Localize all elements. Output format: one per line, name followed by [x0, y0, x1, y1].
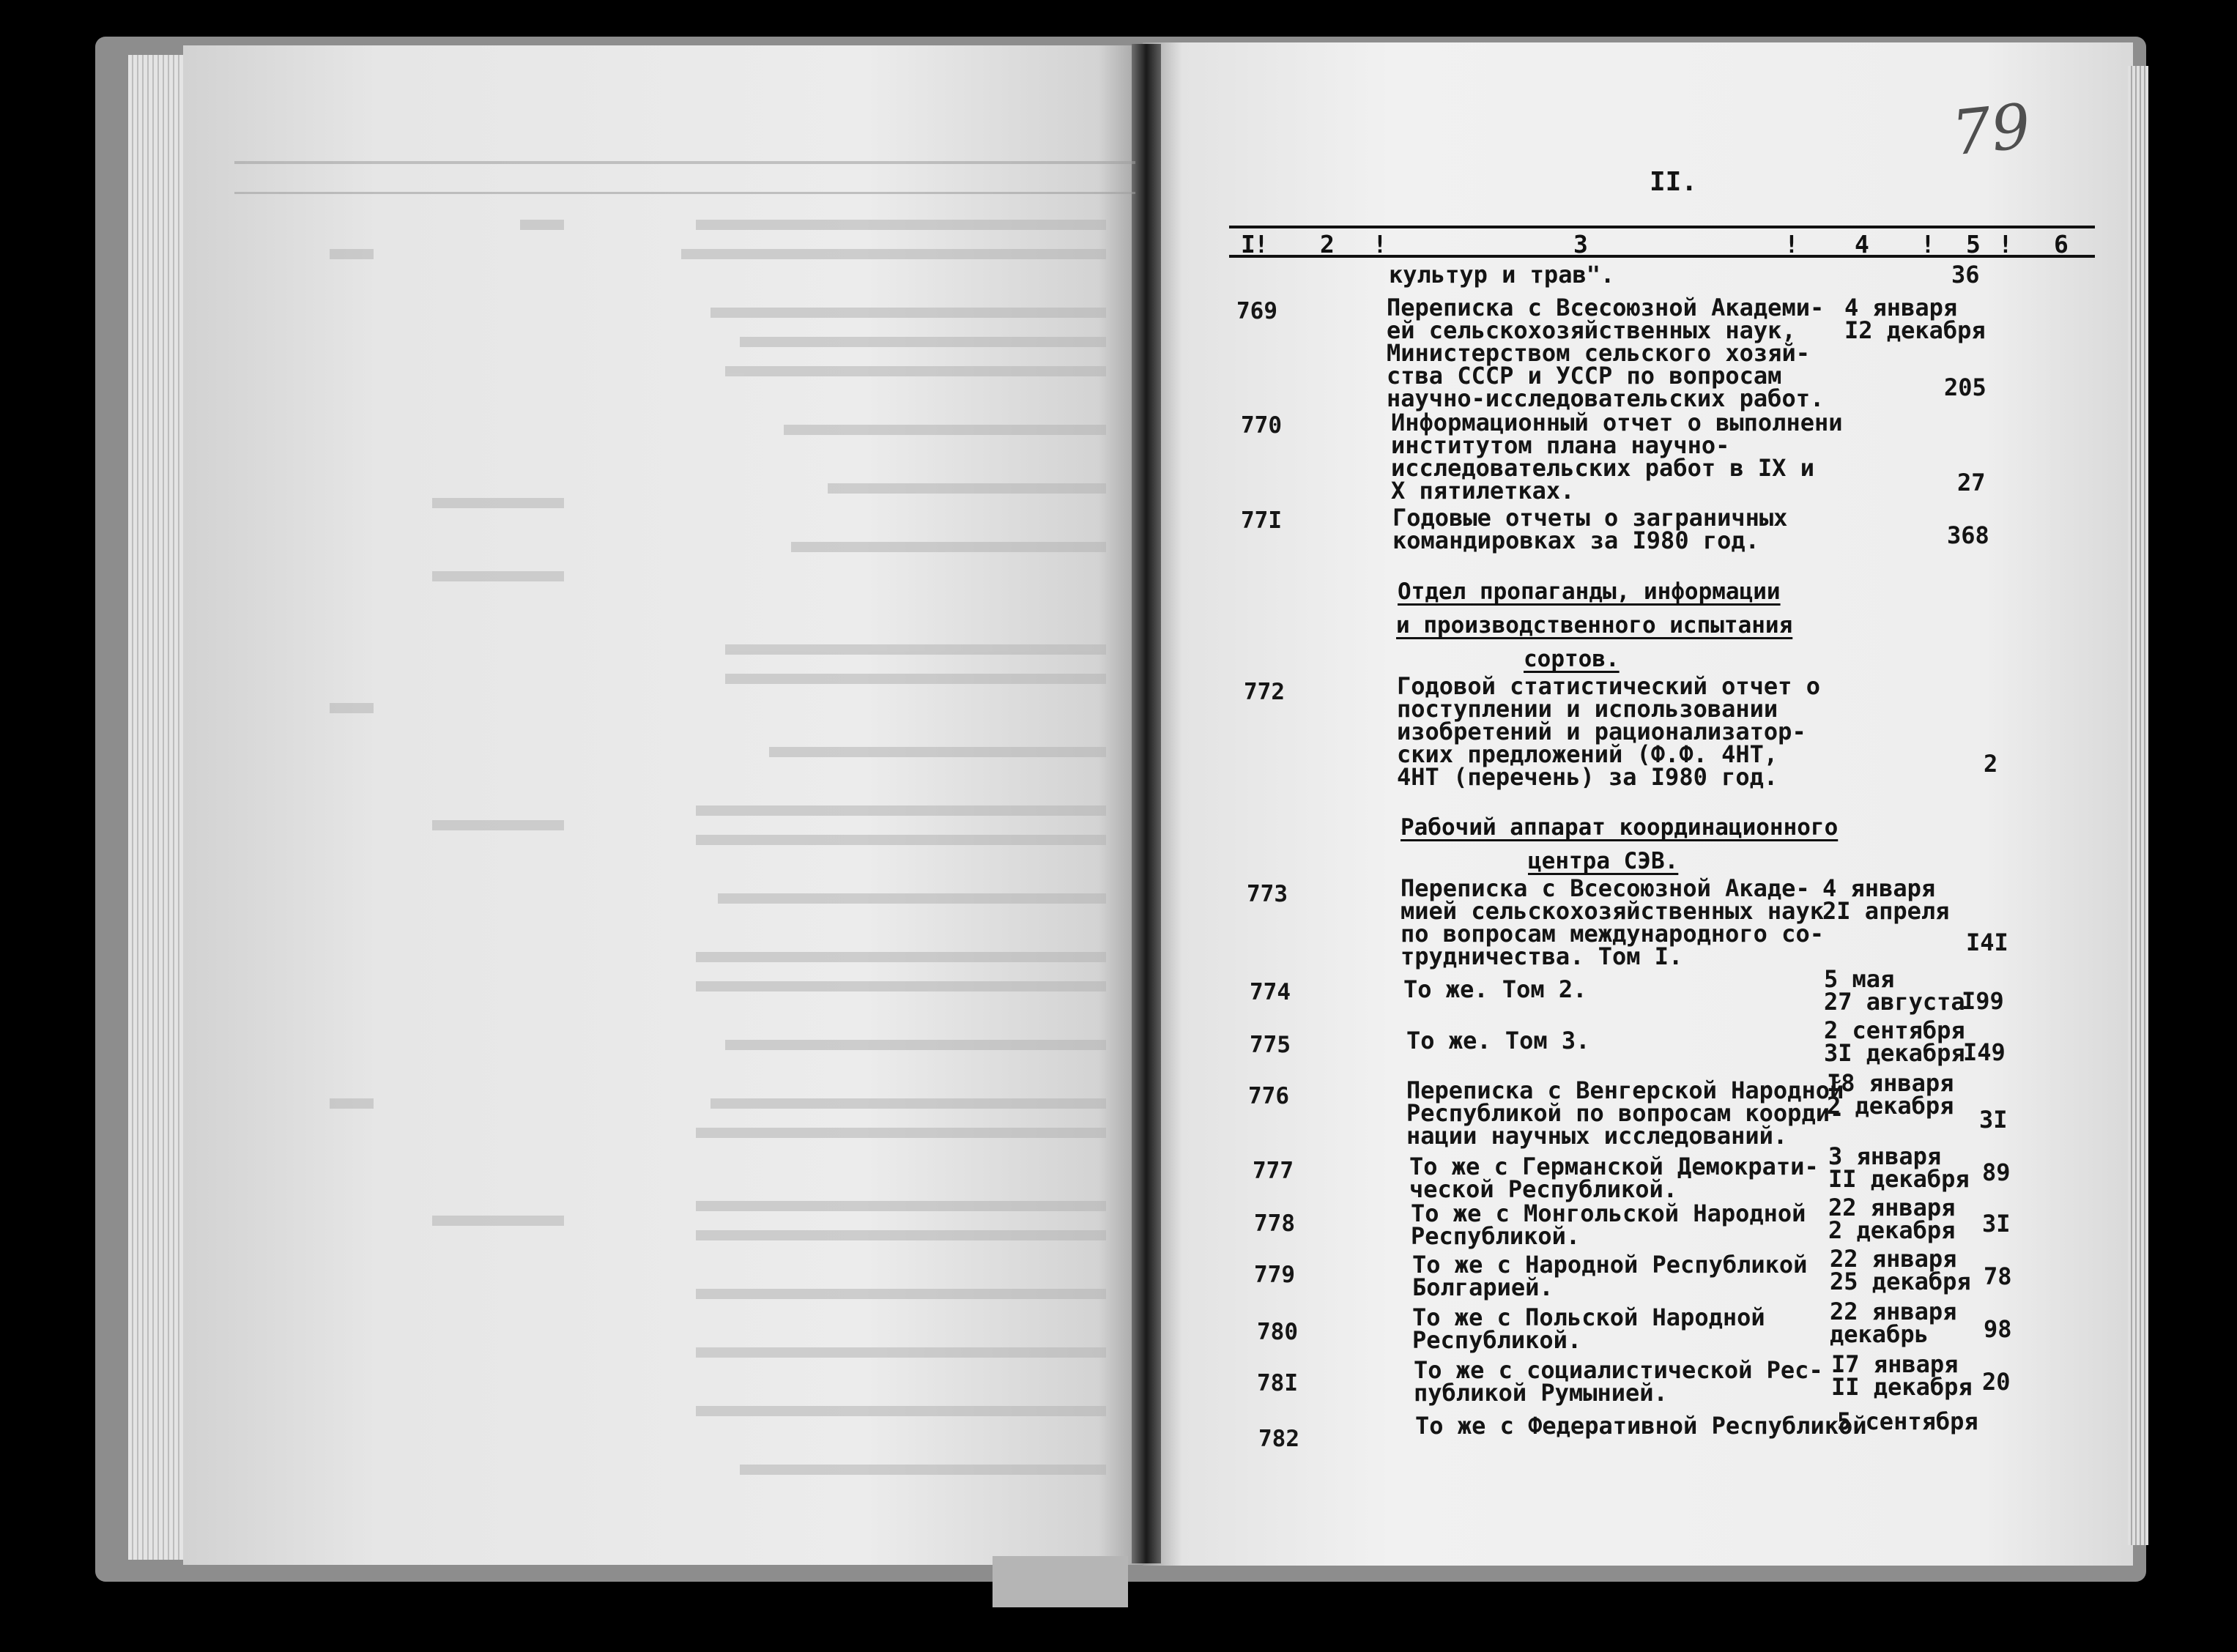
handwritten-folio-number: 79	[1948, 89, 2034, 170]
entry-pages: 89	[1982, 1158, 2011, 1186]
entry-title: То же с социалистической Рес- публикой Румынией.	[1414, 1356, 1823, 1407]
book-spine-gutter	[1132, 44, 1161, 1563]
entry-title: Переписка с Всесоюзной Акаде- мией сельскохозяйственных наук по вопросам международного со- трудничества. Том I.	[1401, 874, 1824, 970]
entry-number: 779	[1254, 1262, 1295, 1288]
section-heading: Отдел пропаганды, информации	[1398, 578, 1781, 605]
continued-pages: 36	[1951, 261, 1980, 289]
entry-title: Годовые отчеты о заграничных командировках за I980 год.	[1392, 504, 1788, 554]
entry-pages: I49	[1963, 1038, 2006, 1066]
entry-title: То же с Германской Демократи- ческой Республикой.	[1409, 1153, 1819, 1203]
section-heading: и производственного испытания	[1396, 612, 1793, 639]
section-heading: Рабочий аппарат координационного	[1401, 814, 1839, 841]
entry-dates: 3 января II декабря	[1828, 1142, 1970, 1193]
entry-title: То же. Том 3.	[1406, 1027, 1590, 1054]
entry-number: 775	[1250, 1032, 1291, 1058]
column-header-3: 3	[1573, 230, 1588, 258]
entry-title: Переписка с Венгерской Народной Республикой по вопросам коорди- нации научных исследований.	[1406, 1076, 1844, 1150]
entry-title: Переписка с Всесоюзной Академи- ей сельскохозяйственных наук, Министерством сельского хозяй- ства СССР и УССР по вопросам научно-исследовательских работ.	[1387, 294, 1825, 412]
continued-title: культур и трав".	[1389, 261, 1615, 289]
entry-pages: 78	[1984, 1262, 2012, 1290]
column-header-5: 5	[1966, 230, 1981, 258]
entry-pages: 2	[1984, 750, 1998, 778]
entry-pages: I99	[1962, 987, 2004, 1015]
entry-pages: 3I	[1982, 1210, 2011, 1238]
entry-dates: 4 января 2I апреля	[1822, 874, 1950, 925]
entry-pages: 20	[1982, 1368, 2011, 1396]
page-block-edges	[128, 55, 187, 1560]
entry-dates: 2 сентября 3I декабря	[1824, 1016, 1965, 1067]
entry-title: Информационный отчет о выполнени институтом плана научно- исследовательских работ в IX и X пятилетках.	[1391, 409, 1843, 505]
entry-number: 780	[1257, 1319, 1298, 1345]
column-header-1: I	[1241, 230, 1255, 258]
section-heading: сортов.	[1524, 646, 1620, 672]
entry-number: 782	[1258, 1426, 1299, 1452]
entry-pages: 205	[1944, 373, 1986, 401]
entry-pages: 27	[1957, 469, 1986, 496]
entry-number: 778	[1254, 1210, 1295, 1237]
entry-dates: I7 января II декабря	[1831, 1350, 1973, 1401]
entry-pages: 98	[1984, 1315, 2012, 1343]
entry-number: 772	[1244, 679, 1285, 705]
section-heading: центра СЭВ.	[1528, 848, 1679, 874]
entry-dates: 4 января I2 декабря	[1844, 294, 1986, 344]
entry-pages: 368	[1947, 521, 1989, 549]
entry-dates: 22 января 25 декабря	[1830, 1245, 1971, 1295]
column-header-6: 6	[2054, 230, 2069, 258]
entry-title: То же с Монгольской Народной Республикой.	[1411, 1199, 1806, 1250]
entry-dates: 5 мая 27 августа	[1824, 965, 1965, 1016]
column-header-2: 2	[1320, 230, 1335, 258]
entry-title: То же с Народной Республикой Болгарией.	[1412, 1251, 1808, 1301]
entry-number: 769	[1236, 298, 1277, 324]
entry-pages: 3I	[1979, 1106, 2008, 1134]
entry-title: То же с Федеративной Республикой	[1415, 1412, 1867, 1440]
column-header-4: 4	[1855, 230, 1869, 258]
entry-dates: I8 января 2 декабря	[1827, 1069, 1954, 1120]
entry-number: 77I	[1241, 507, 1282, 534]
entry-dates: 5 сентября	[1837, 1407, 1978, 1435]
entry-number: 774	[1250, 979, 1291, 1005]
binding-tab	[993, 1556, 1128, 1607]
entry-title: То же с Польской Народной Республикой.	[1412, 1303, 1765, 1354]
page-number: II.	[1650, 167, 1698, 197]
entry-number: 777	[1253, 1158, 1294, 1184]
entry-dates: 22 января 2 декабря	[1828, 1194, 1956, 1244]
entry-number: 770	[1241, 412, 1282, 439]
entry-number: 773	[1247, 881, 1288, 907]
entry-pages: I4I	[1966, 929, 2008, 956]
entry-number: 776	[1248, 1083, 1289, 1109]
entry-title: То же. Том 2.	[1403, 975, 1587, 1003]
left-page-show-through	[234, 161, 1135, 1494]
table-header: I ! 2 ! 3 ! 4 ! 5 ! 6	[1229, 220, 2095, 259]
entry-number: 78I	[1257, 1370, 1298, 1396]
right-page-edges	[2128, 66, 2148, 1545]
entry-dates: 22 января декабрь	[1830, 1298, 1957, 1348]
entry-title: Годовой статистический отчет о поступлении и использовании изобретений и рационализатор- ских предложений (Ф.Ф. 4НТ, 4НТ (перечень) за I980 год.	[1397, 672, 1820, 791]
